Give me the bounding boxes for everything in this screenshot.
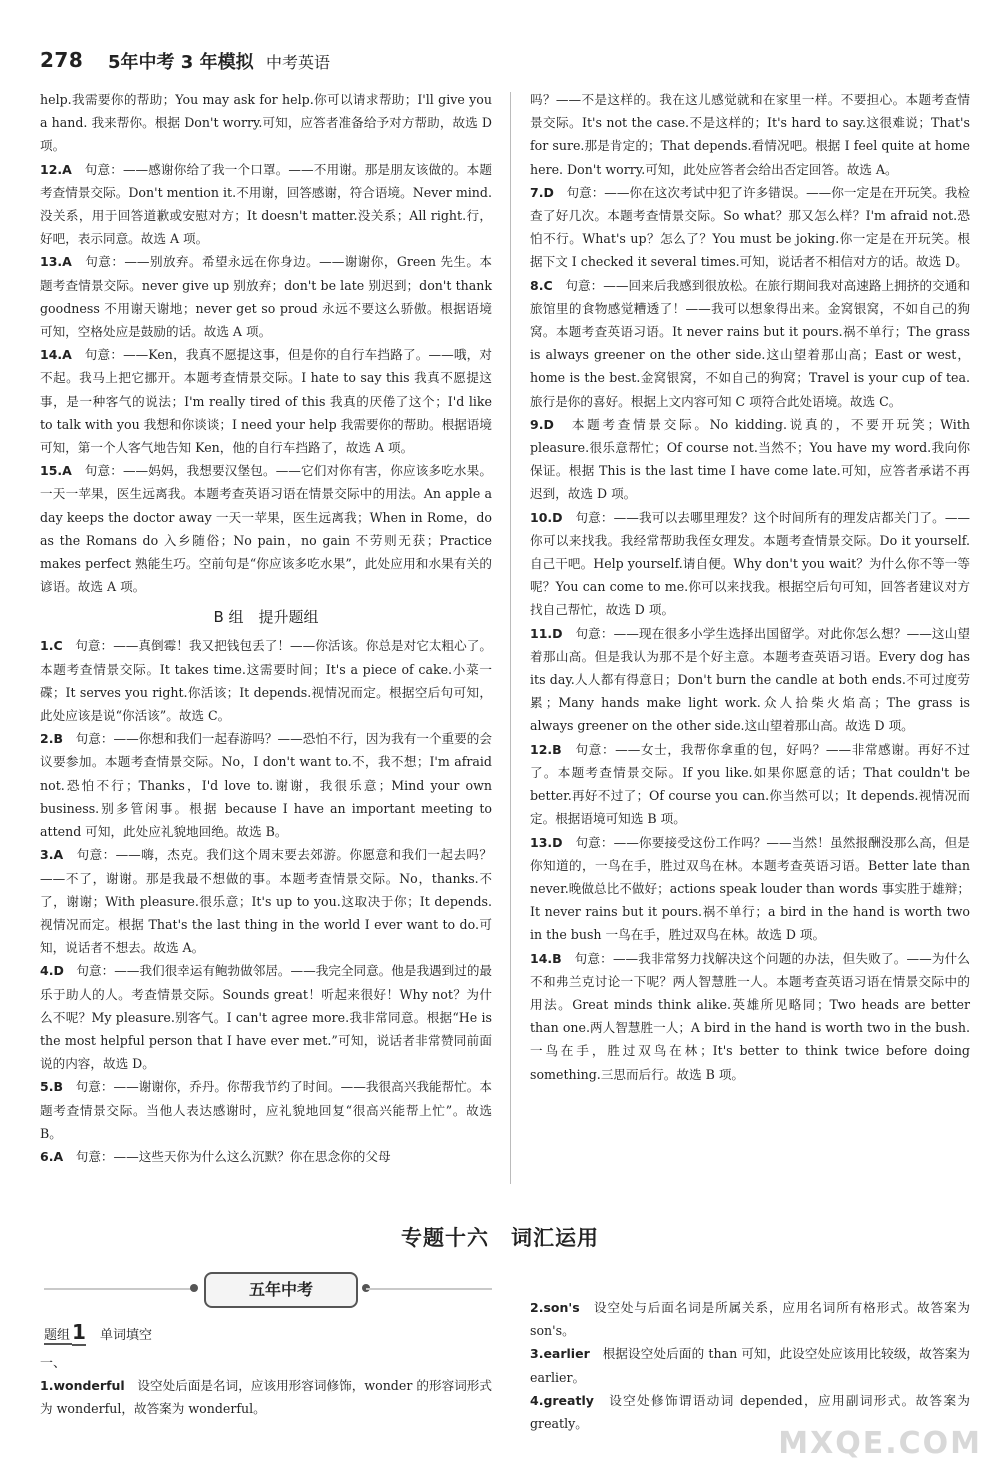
group-b-title: B 组 提升题组: [213, 608, 319, 627]
five-year-band: [44, 1272, 492, 1306]
right-column-c: [530, 1296, 970, 1435]
answer-number: 13.D: [530, 834, 563, 850]
band-dot-left: [190, 1284, 198, 1292]
answer-number: 1.C: [40, 638, 63, 654]
answer-text: 句意：——妈妈，我想要汉堡包。——它们对你有害，你应该多吃水果。一天一苹果，医生远离我。本题考查英语习语在情景交际中的用法。An apple a day keeps the doctor away 一天一苹果，医生远离我；When in Rome，do as the Romans do 入乡随俗；No pain，no gain 不劳则无获；Practice makes perfect 熟能生巧。空前句是“你应该多吃水果”，此处应用和水果有关的谚语。故选 A 项。: [40, 463, 493, 595]
answer-text: 设空处后面是名词，应该用形容词修饰，wonder 的形容词形式为 wonderful，故答案为 wonderful。: [40, 1378, 493, 1417]
answer-text: 吗？——不是这样的。我在这儿感觉就和在家里一样。不要担心。本题考查情景交际。It's not the case.不是这样的；It's hard to say.这很难说；That's for sure.那是肯定的；That depends.看情况吧。根据 I feel quite at home here. Don't worry.可知，此处应答者会给出否定回答。故选 A。: [530, 92, 970, 177]
answer-number: 14.A: [40, 347, 72, 363]
answer-number: 4.greatly: [530, 1392, 594, 1408]
watermark: MXQE.COM: [778, 1426, 982, 1461]
subject-title: 中考英语: [266, 53, 331, 72]
answer-text: 句意：——我可以去哪里理发？这个时间所有的理发店都关门了。——你可以来找我。我经常帮助我侄女理发。本题考查情景交际。Do it yourself.自己干吧。Help yourself.请自便。Why don't you wait？为什么你不等一等呢？You can come to me.你可以来找我。根据空后句可知，回答者建议对方找自己帮忙，故选 D 项。: [530, 509, 971, 618]
answer-number: 10.D: [530, 509, 563, 525]
answer-text: 句意：——这些天你为什么这么沉默？你在思念你的父母: [75, 1148, 391, 1164]
answer-text: 句意：——你在这次考试中犯了许多错误。——你一定是在开玩笑。我检查了好几次。本题考查情景交际。So what？那又怎么样？I'm afraid not.恐怕不行。What's up？怎么了？You must be joking.你一定是在开玩笑。根据下文 I checked it several times.可知，说话者不相信对方的话。故选 D。: [530, 184, 971, 270]
answer-text: 句意：——嗨，杰克。我们这个周末要去郊游。你愿意和我们一起去吗？——不了，谢谢。那是我最不想做的事。本题考查情景交际。No，thanks.不了，谢谢；With pleasure.很乐意；It's up to you.这取决于你；It depends.视情况而定。根据 That's the last thing in the world I ever want to do.可知，说话者不想去。故选 A。: [40, 847, 493, 956]
answer-text: 句意：——现在很多小学生选择出国留学。对此你怎么想？——这山望着那山高。但是我认为那不是个好主意。本题考查英语习语。Every dog has its day.人人都有得意日；Don't burn the candle at both ends.不可过度劳累；Many hands make light work.众人拾柴火焰高；The grass is always greener on the other side.这山望着那山高。故选 D 项。: [530, 625, 971, 734]
section-mark: 一、: [40, 1356, 67, 1371]
answer-item: [40, 158, 492, 251]
answer-item: [530, 1296, 970, 1342]
answer-item: [40, 343, 492, 459]
answer-item: [530, 88, 970, 181]
right-column: [530, 88, 970, 1086]
answer-text: 句意：——女士，我帮你拿重的包，好吗？——非常感谢。再好不过了。本题考查情景交际。If you like.如果你愿意的话；That couldn't be better.再好不过了；Of course you can.你当然可以；It depends.视情况而定。根据语境可知选 B 项。: [530, 741, 971, 827]
answer-item: [530, 413, 970, 506]
page-number: 278: [40, 48, 84, 72]
answer-text: 设空处与后面名词是所属关系，应用名词所有格形式。故答案为 son's。: [530, 1300, 971, 1339]
answer-item: [530, 181, 970, 274]
left-column-c: [40, 1374, 492, 1420]
band-label: 五年中考: [204, 1272, 358, 1308]
band-line-left: [44, 1288, 194, 1290]
answer-text: 句意：——别放弃。希望永远在你身边。——谢谢你，Green 先生。本题考查情景交际。never give up 别放弃；don't be late 别迟到；don't thank goodness 不用谢天谢地；never get so proud 永远不要这么骄傲。根据语境可知，空格处应是鼓励的话。故选 A 项。: [40, 254, 493, 340]
answer-number: 15.A: [40, 463, 72, 479]
answer-number: 13.A: [40, 254, 72, 270]
answer-text: 句意：——我们很幸运有鲍勃做邻居。——我完全同意。他是我遇到过的最乐于助人的人。考查情景交际。Sounds great！听起来很好！Why not？为什么不呢？My pleasure.别客气。I can't agree more.我非常同意。根据“He is the most helpful person that I have ever met.”可知，说话者非常赞同前面说的内容，故选 D。: [40, 963, 493, 1072]
answer-text: 设空处修饰谓语动词 depended，应用副词形式。故答案为 greatly。: [530, 1392, 970, 1432]
answer-number: 7.D: [530, 184, 554, 200]
answer-item: [40, 88, 492, 158]
answer-number: 12.A: [40, 161, 72, 177]
band-line-right: [366, 1288, 492, 1290]
answer-number: 2.son's: [530, 1300, 580, 1315]
answer-text: help.我需要你的帮助；You may ask for help.你可以请求帮助；I'll give you a hand. 我来帮你。根据 Don't worry.可知，应答者准备给予对方帮助，故选 D 项。: [40, 92, 492, 154]
answer-text: 句意：——你想和我们一起春游吗？——恐怕不行，因为我有一个重要的会议要参加。本题考查情景交际。No，I don't want to.不，我不想；I'm afraid not.恐怕不行；Thanks，I'd love to.谢谢，我很乐意；Mind your own business.别多管闲事。根据 because I have an important meeting to attend 可知，此处应礼貌地回绝。故选 B。: [40, 731, 493, 840]
answer-item: [40, 1145, 492, 1168]
answer-text: 句意：——谢谢你，乔丹。你帮我节约了时间。——我很高兴我能帮忙。本题考查情景交际。当他人表达感谢时，应礼貌地回复“很高兴能帮上忙”。故选 B。: [40, 1079, 493, 1141]
left-column: [40, 88, 492, 1168]
answer-number: 1.wonderful: [40, 1378, 125, 1393]
answer-number: 11.D: [530, 625, 563, 641]
answer-item: [40, 959, 492, 1075]
answer-item: [40, 843, 492, 959]
tigroup-label: 题组: [44, 1328, 71, 1343]
answer-item: [530, 738, 970, 831]
answer-number: 5.B: [40, 1079, 63, 1095]
answer-text: 句意：——真倒霉！我又把钱包丢了！——你活该。你总是对它太粗心了。本题考查情景交际。It takes time.这需要时间；It's a piece of cake.小菜一碟；It serves you right.你活该；It depends.视情况而定。根据空后句可知，此处应该是说“你活该”。故选 C。: [40, 638, 493, 724]
answer-item: [40, 250, 492, 343]
answer-text: 本题考查情景交际。No kidding.说真的，不要开玩笑；With pleasure.很乐意帮忙；Of course not.当然不；You have my word.我向你保证。根据 This is the last time I have come late.可知，应答者承诺不再迟到，故选 D 项。: [530, 416, 971, 502]
answer-item: [40, 727, 492, 843]
answer-number: 3.A: [40, 847, 64, 863]
answer-item: [530, 1342, 970, 1388]
answer-number: 9.D: [530, 416, 554, 432]
answer-number: 3.earlier: [530, 1346, 590, 1362]
answer-item: [530, 506, 970, 622]
answer-text: 根据设空处后面的 than 可知，此设空处应该用比较级，故答案为 earlier。: [530, 1346, 970, 1385]
answer-number: 4.D: [40, 963, 64, 979]
answer-text: 句意：——你要接受这份工作吗？——当然！虽然报酬没那么高，但是你知道的，一鸟在手，胜过双鸟在林。本题考查英语习语。Better late than never.晚做总比不做好；actions speak louder than words 事实胜于雄辩；It never rains but it pours.祸不单行；a bird in the hand is worth two in the bush 一鸟在手，胜过双鸟在林。故选 D 项。: [530, 834, 971, 943]
answer-text: 句意：——感谢你给了我一个口罩。——不用谢。那是朋友该做的。本题考查情景交际。Don't mention it.不用谢，回答感谢，符合语境。Never mind.没关系，用于回答道歉或安慰对方；It doesn't matter.没关系；All right.行，好吧，表示同意。故选 A 项。: [40, 161, 493, 247]
answer-item: [530, 274, 970, 413]
page-header: [34, 42, 974, 82]
answer-item: [530, 831, 970, 947]
series-title: 5年中考 3 年模拟: [108, 52, 254, 73]
question-group-label: [44, 1320, 152, 1346]
answer-text: 句意：——回来后我感到很放松。在旅行期间我对高速路上拥挤的交通和旅馆里的食物感觉糟透了！——我可以想象得出来。金窝银窝，不如自己的狗窝。本题考查英语习语。It never rains but it pours.祸不单行；The grass is always greener on the other side.这山望着那山高；East or west，home is the best.金窝银窝，不如自己的狗窝；Travel is your cup of tea.旅行是你的喜好。根据上文内容可知 C 项符合此处语境。故选 C。: [530, 277, 971, 409]
answer-number: 12.B: [530, 741, 562, 757]
answer-number: 6.A: [40, 1148, 64, 1164]
answer-item: [40, 1075, 492, 1145]
answer-item: [40, 1374, 492, 1420]
answer-item: [40, 634, 492, 727]
column-divider: [510, 92, 511, 1184]
answer-number: 14.B: [530, 950, 562, 966]
answer-item: [530, 622, 970, 738]
answer-number: 2.B: [40, 731, 63, 747]
tigroup-number: 1: [72, 1320, 86, 1344]
tigroup-name: 单词填空: [99, 1328, 152, 1343]
answer-item: [530, 947, 970, 1086]
answer-number: 8.C: [530, 277, 553, 293]
answer-text: 句意：——我非常努力找解决这个问题的办法，但失败了。——为什么不和弗兰克讨论一下呢？两人智慧胜一人。本题考查英语习语在情景交际中的用法。Great minds think alike.英雄所见略同；Two heads are better than one.两人智慧胜一人；A bird in the hand is worth two in the bush.一鸟在手，胜过双鸟在林；It's better to think twice before doing something.三思而后行。故选 B 项。: [530, 950, 971, 1082]
answer-text: 句意：——Ken，我真不愿提这事，但是你的自行车挡路了。——哦，对不起。我马上把它挪开。本题考查情景交际。I hate to say this 我真不愿提这事，是一种客气的说法；I'm really tired of this 我真的厌倦了这个；I'd like to talk with you 我想和你谈谈；I need your help 我需要你的帮助。根据语境可知，第一个人客气地告知 Ken，他的自行车挡路了，故选 A 项。: [40, 347, 492, 456]
answer-item: [40, 459, 492, 598]
topic-title: 专题十六 词汇运用: [401, 1226, 599, 1250]
